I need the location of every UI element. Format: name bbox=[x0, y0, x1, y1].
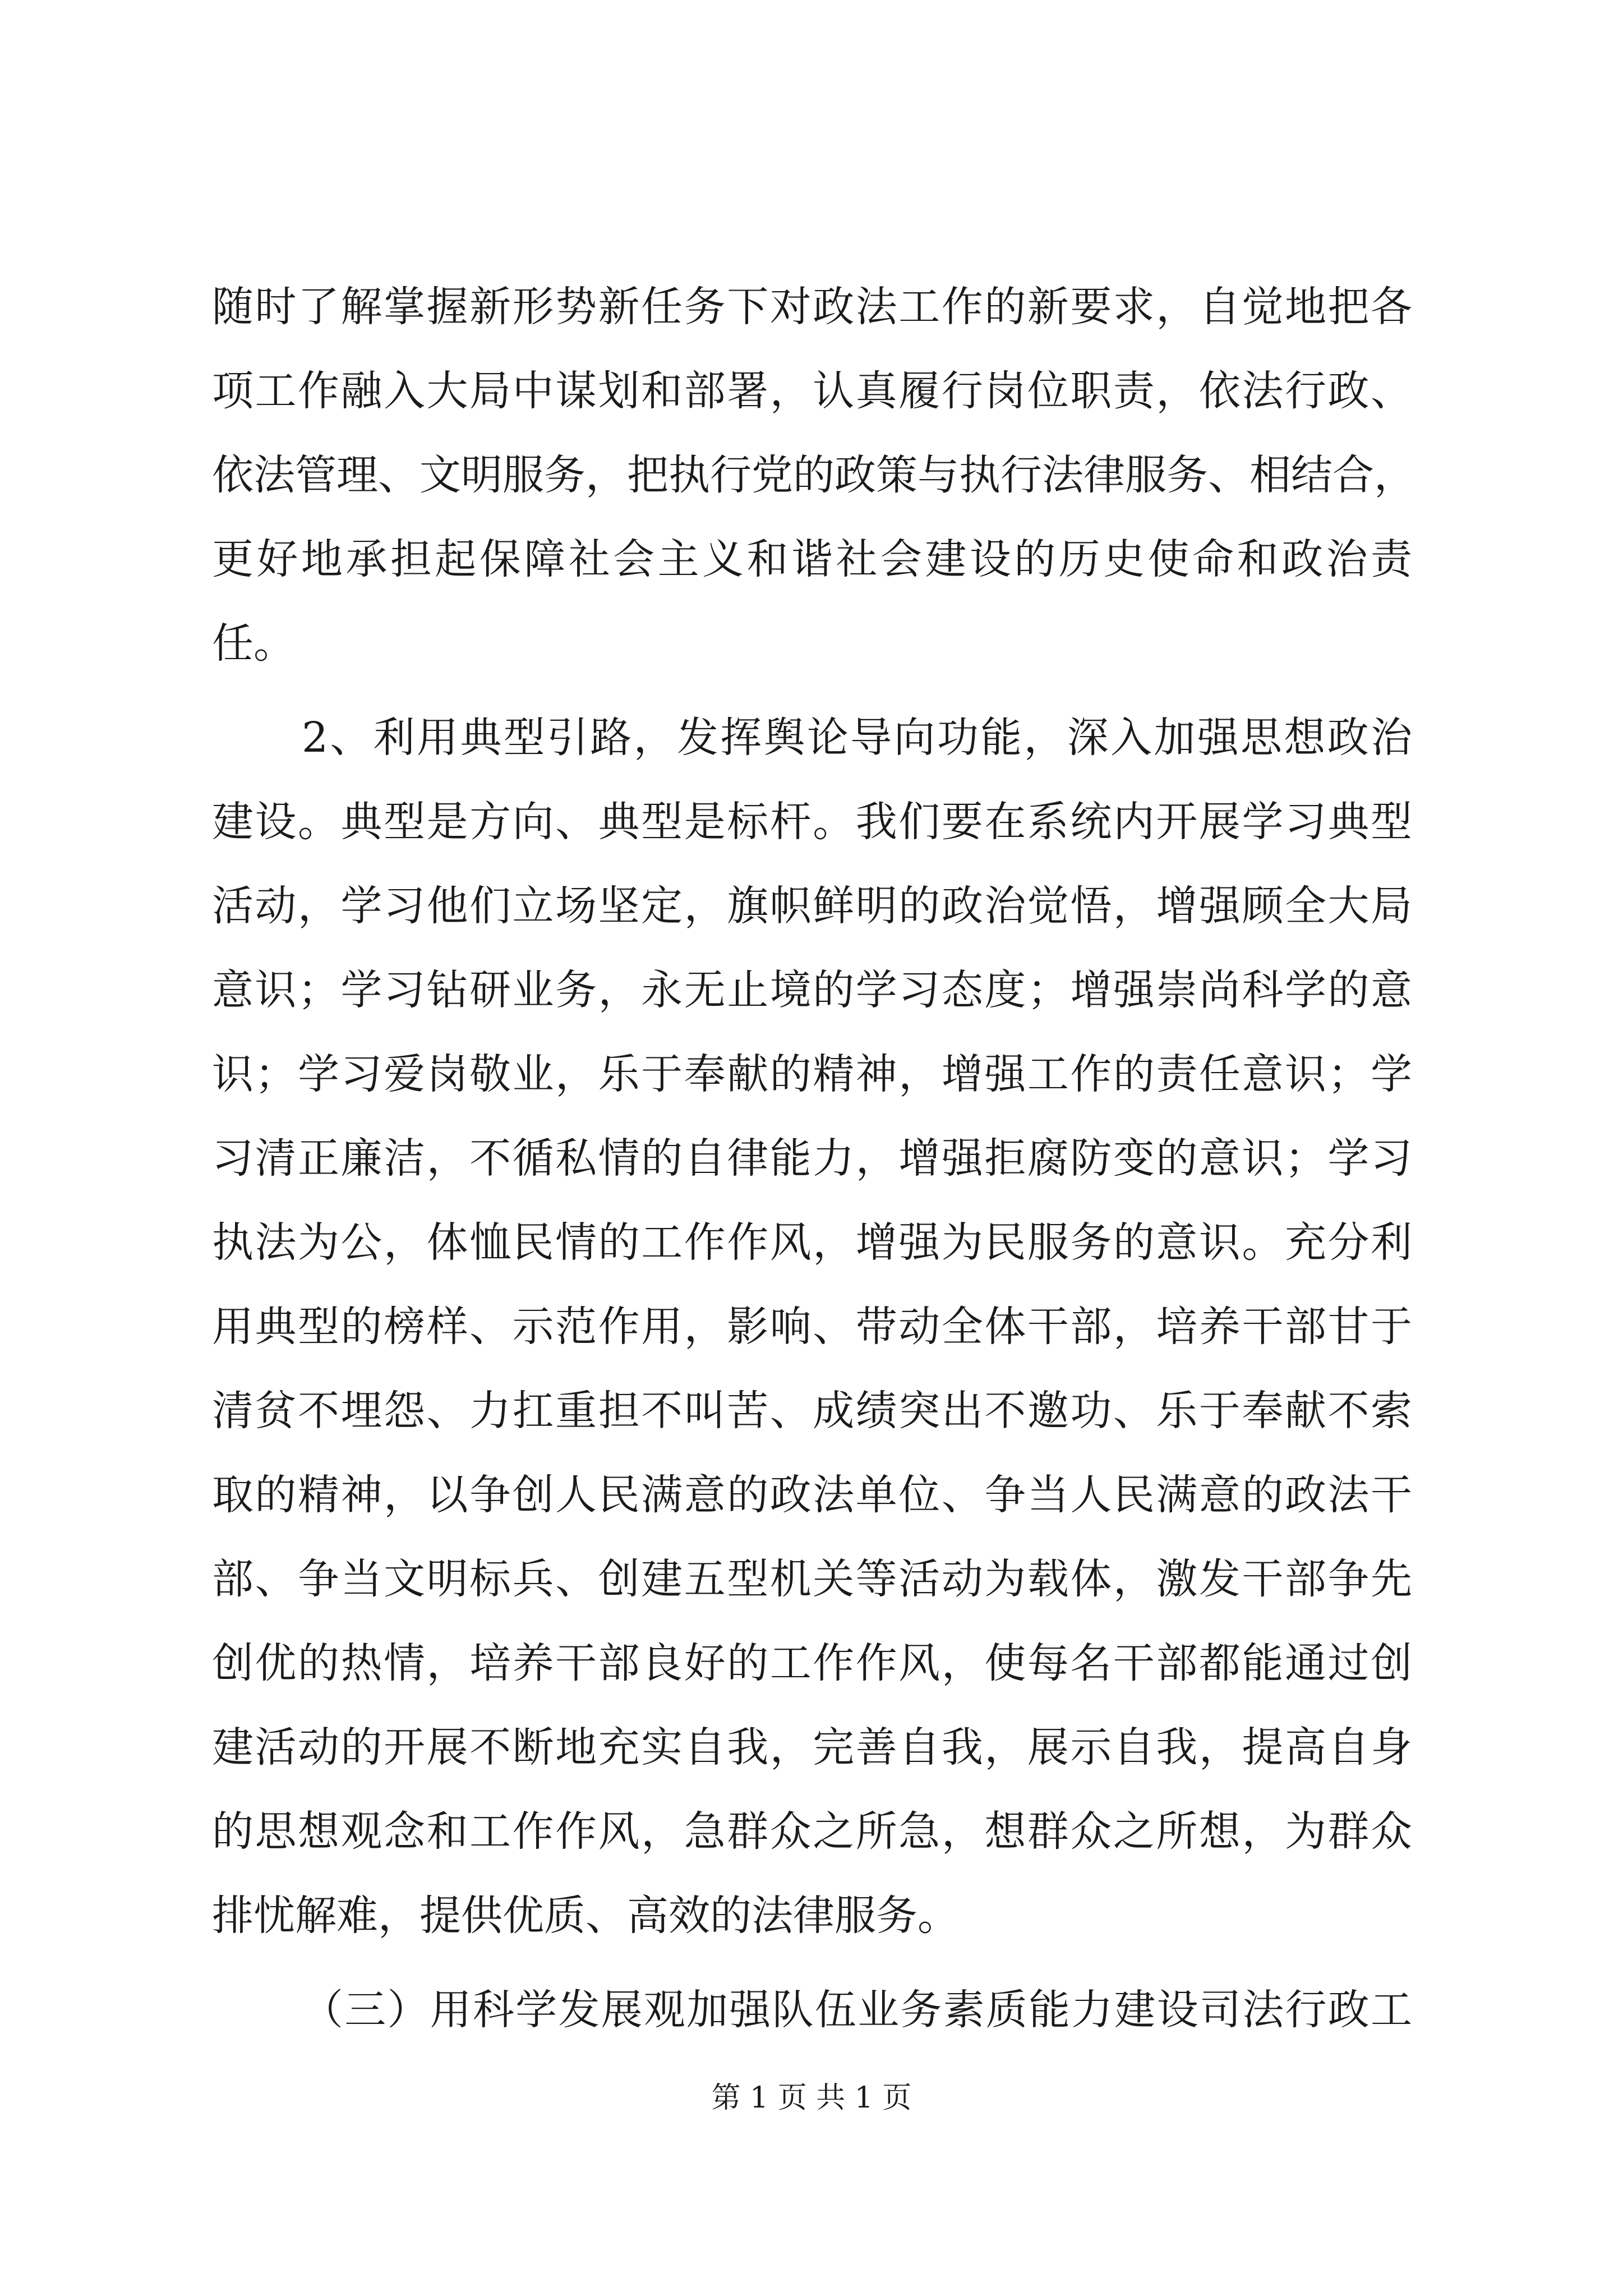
body-text-line: 更好地承担起保障社会主义和谐社会建设的历史使命和政治责 bbox=[212, 535, 1412, 583]
body-text-line: 建活动的开展不断地充实自我，完善自我，展示自我，提高自身 bbox=[212, 1723, 1412, 1772]
body-text-line: 项工作融入大局中谋划和部署，认真履行岗位职责，依法行政、 bbox=[212, 367, 1412, 415]
body-text-line: 识；学习爱岗敬业，乐于奉献的精神，增强工作的责任意识；学 bbox=[212, 1050, 1412, 1098]
body-text-line: 的思想观念和工作作风，急群众之所急，想群众之所想，为群众 bbox=[212, 1807, 1412, 1856]
body-text-line: 随时了解掌握新形势新任务下对政法工作的新要求，自觉地把各 bbox=[212, 283, 1412, 331]
body-text-line: 清贫不埋怨、力扛重担不叫苦、成绩突出不邀功、乐于奉献不索 bbox=[212, 1387, 1412, 1435]
page-footer: 第 1 页 共 1 页 bbox=[711, 2081, 912, 2115]
body-text-line: 执法为公，体恤民情的工作作风，增强为民服务的意识。充分利 bbox=[212, 1218, 1412, 1267]
paragraph-first-line: 2、利用典型引路，发挥舆论导向功能，深入加强思想政治 bbox=[302, 714, 1412, 762]
body-text-line: 排忧解难，提供优质、高效的法律服务。 bbox=[212, 1892, 959, 1940]
body-text-line: 用典型的榜样、示范作用，影响、带动全体干部，培养干部甘于 bbox=[212, 1303, 1412, 1351]
body-text-line: 依法管理、文明服务，把执行党的政策与执行法律服务、相结合， bbox=[212, 451, 1415, 499]
body-text-line: 活动，学习他们立场坚定，旗帜鲜明的政治觉悟，增强顾全大局 bbox=[212, 882, 1412, 930]
body-text-line: 部、争当文明标兵、创建五型机关等活动为载体，激发干部争先 bbox=[212, 1555, 1412, 1603]
body-text-line: 习清正廉洁，不循私情的自律能力，增强拒腐防变的意识；学习 bbox=[212, 1134, 1412, 1182]
body-text-line: 任。 bbox=[212, 619, 295, 668]
section-heading-line: （三）用科学发展观加强队伍业务素质能力建设司法行政工 bbox=[302, 1986, 1412, 2034]
body-text-line: 创优的热情，培养干部良好的工作作风，使每名干部都能通过创 bbox=[212, 1639, 1412, 1687]
body-text-line: 取的精神，以争创人民满意的政法单位、争当人民满意的政法干 bbox=[212, 1471, 1412, 1519]
body-text-line: 建设。典型是方向、典型是标杆。我们要在系统内开展学习典型 bbox=[212, 798, 1412, 846]
body-text-line: 意识；学习钻研业务，永无止境的学习态度；增强崇尚科学的意 bbox=[212, 966, 1412, 1014]
